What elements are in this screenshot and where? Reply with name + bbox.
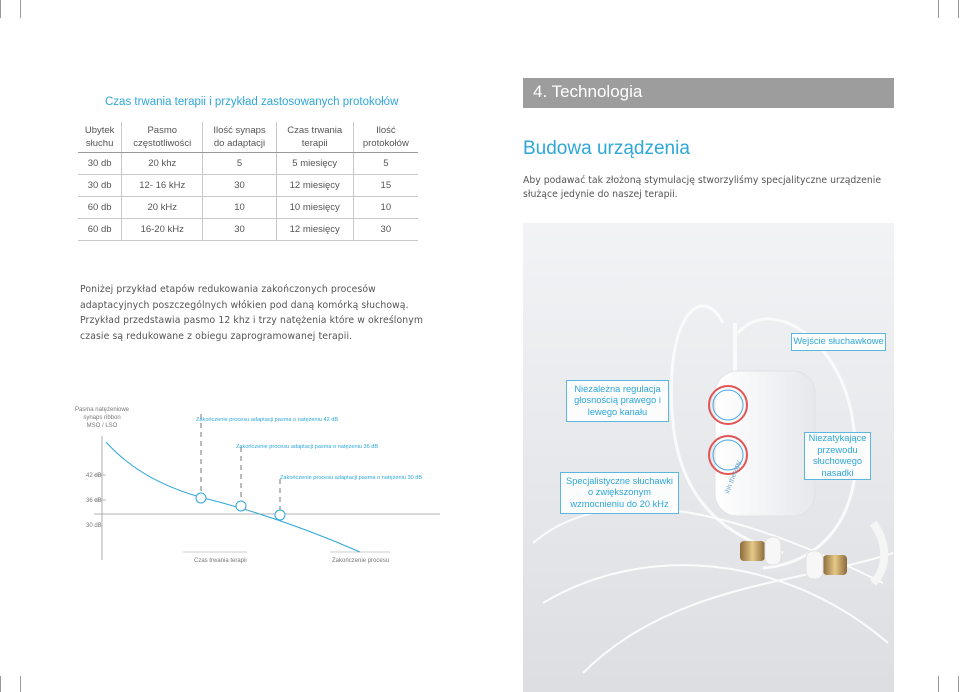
intro-paragraph: Aby podawać tak złożoną stymulację stworzyliśmy specjalityczne urządzenie służące jedynie do naszej terapii. bbox=[523, 175, 882, 200]
y-tick-label: 36 dB bbox=[86, 498, 102, 504]
annotation-label: Zakończenie procesu adaptacji pasma o natężeniu 36 dB bbox=[236, 444, 379, 450]
earbud-body bbox=[806, 551, 823, 579]
annotation-label: Zakończenie procesu adaptacji pasma o natężeniu 42 dB bbox=[196, 417, 339, 423]
crop-mark bbox=[20, 676, 21, 692]
adaptation-diagram bbox=[60, 392, 440, 572]
table-row bbox=[78, 153, 418, 175]
table-cell: 60 db bbox=[78, 197, 122, 219]
table-cell: 12- 16 kHz bbox=[122, 175, 203, 197]
table-cell: 15 bbox=[353, 175, 418, 197]
table-cell: 10 bbox=[353, 197, 418, 219]
section-title: 4. Technologia bbox=[533, 82, 643, 101]
crop-mark bbox=[958, 0, 959, 18]
marker-point bbox=[275, 510, 285, 520]
crop-mark bbox=[20, 0, 21, 18]
marker-point bbox=[196, 493, 206, 503]
crop-mark bbox=[938, 676, 939, 692]
y-tick-label: 42 dB bbox=[86, 473, 102, 479]
callout-volume-control: Niezależna regulacja głosnością prawego i lewego kanału bbox=[566, 380, 669, 422]
column-header: Pasmo częstotliwości bbox=[122, 122, 203, 153]
y-axis-title: synaps ribbon bbox=[83, 415, 121, 421]
x-axis-label: Czas trwania terapii bbox=[194, 558, 247, 564]
y-axis-title: MSO / LSO bbox=[86, 423, 118, 429]
earbud-tip bbox=[740, 541, 765, 561]
table-cell: 20 kHz bbox=[122, 197, 203, 219]
table-cell: 60 db bbox=[78, 219, 122, 241]
table-cell: 5 bbox=[203, 153, 277, 175]
table-cell: 5 miesięcy bbox=[276, 153, 353, 175]
table-cell: 10 miesięcy bbox=[276, 197, 353, 219]
page-title: Budowa urządzenia bbox=[523, 138, 690, 159]
column-header: Ubytek słuchu bbox=[78, 122, 122, 153]
table-cell: 30 bbox=[203, 219, 277, 241]
table-title: Czas trwania terapii i przykład zastosowanych protokołów bbox=[105, 96, 399, 108]
annotation-label: Zakończenie procesu adaptacji pasma o natężeniu 30 dB bbox=[280, 475, 423, 481]
table-cell: 20 khz bbox=[122, 153, 203, 175]
table-row bbox=[78, 197, 418, 219]
table-cell: 30 db bbox=[78, 175, 122, 197]
table-cell: 16-20 kHz bbox=[122, 219, 203, 241]
earbud-tip bbox=[823, 555, 847, 575]
column-header: Czas trwania terapii bbox=[276, 122, 353, 153]
crop-mark bbox=[958, 676, 959, 692]
decay-curve bbox=[106, 442, 360, 552]
earbud-body bbox=[765, 537, 781, 565]
table-cell: 30 bbox=[353, 219, 418, 241]
table-row bbox=[78, 219, 418, 241]
table-cell: 30 bbox=[203, 175, 277, 197]
table-cell: 12 miesięcy bbox=[276, 219, 353, 241]
table-cell: 30 db bbox=[78, 153, 122, 175]
marker-point bbox=[236, 501, 246, 511]
crop-mark bbox=[938, 0, 939, 18]
device-logo: ihh therapy bbox=[724, 459, 743, 495]
x-axis-label: Zakończenie procesu bbox=[332, 558, 390, 564]
table-header-row bbox=[78, 122, 418, 153]
therapy-table bbox=[78, 122, 418, 241]
crop-mark bbox=[0, 0, 1, 18]
callout-headphones: Specjalistyczne słuchawki o zwiększonym wzmocnieniu do 20 kHz bbox=[560, 472, 679, 514]
section-header bbox=[523, 78, 894, 108]
y-axis-title: Pasma natężeniowe bbox=[74, 407, 130, 413]
table-row bbox=[78, 175, 418, 197]
table-cell: 10 bbox=[203, 197, 277, 219]
crop-mark bbox=[0, 676, 1, 692]
callout-ear-tips: Niezatykające przewodu słuchowego nasadki bbox=[804, 432, 871, 480]
table-cell: 5 bbox=[353, 153, 418, 175]
callout-headphone-input: Wejście słuchawkowe bbox=[791, 333, 886, 351]
column-header: Ilość synaps do adaptacji bbox=[203, 122, 277, 153]
table-cell: 12 miesięcy bbox=[276, 175, 353, 197]
column-header: Ilość protokołów bbox=[353, 122, 418, 153]
y-tick-label: 30 dB bbox=[86, 523, 102, 529]
description-paragraph: Poniżej przykład etapów redukowania zakończonych procesów adaptacyjnych poszczególnych włókien pod daną komórką słuchową. Przykład przedstawia pasmo 12 khz i trzy natężenia które w określonym czasie są redukowane z obiegu zaprogramowanej terapii. bbox=[80, 284, 423, 342]
